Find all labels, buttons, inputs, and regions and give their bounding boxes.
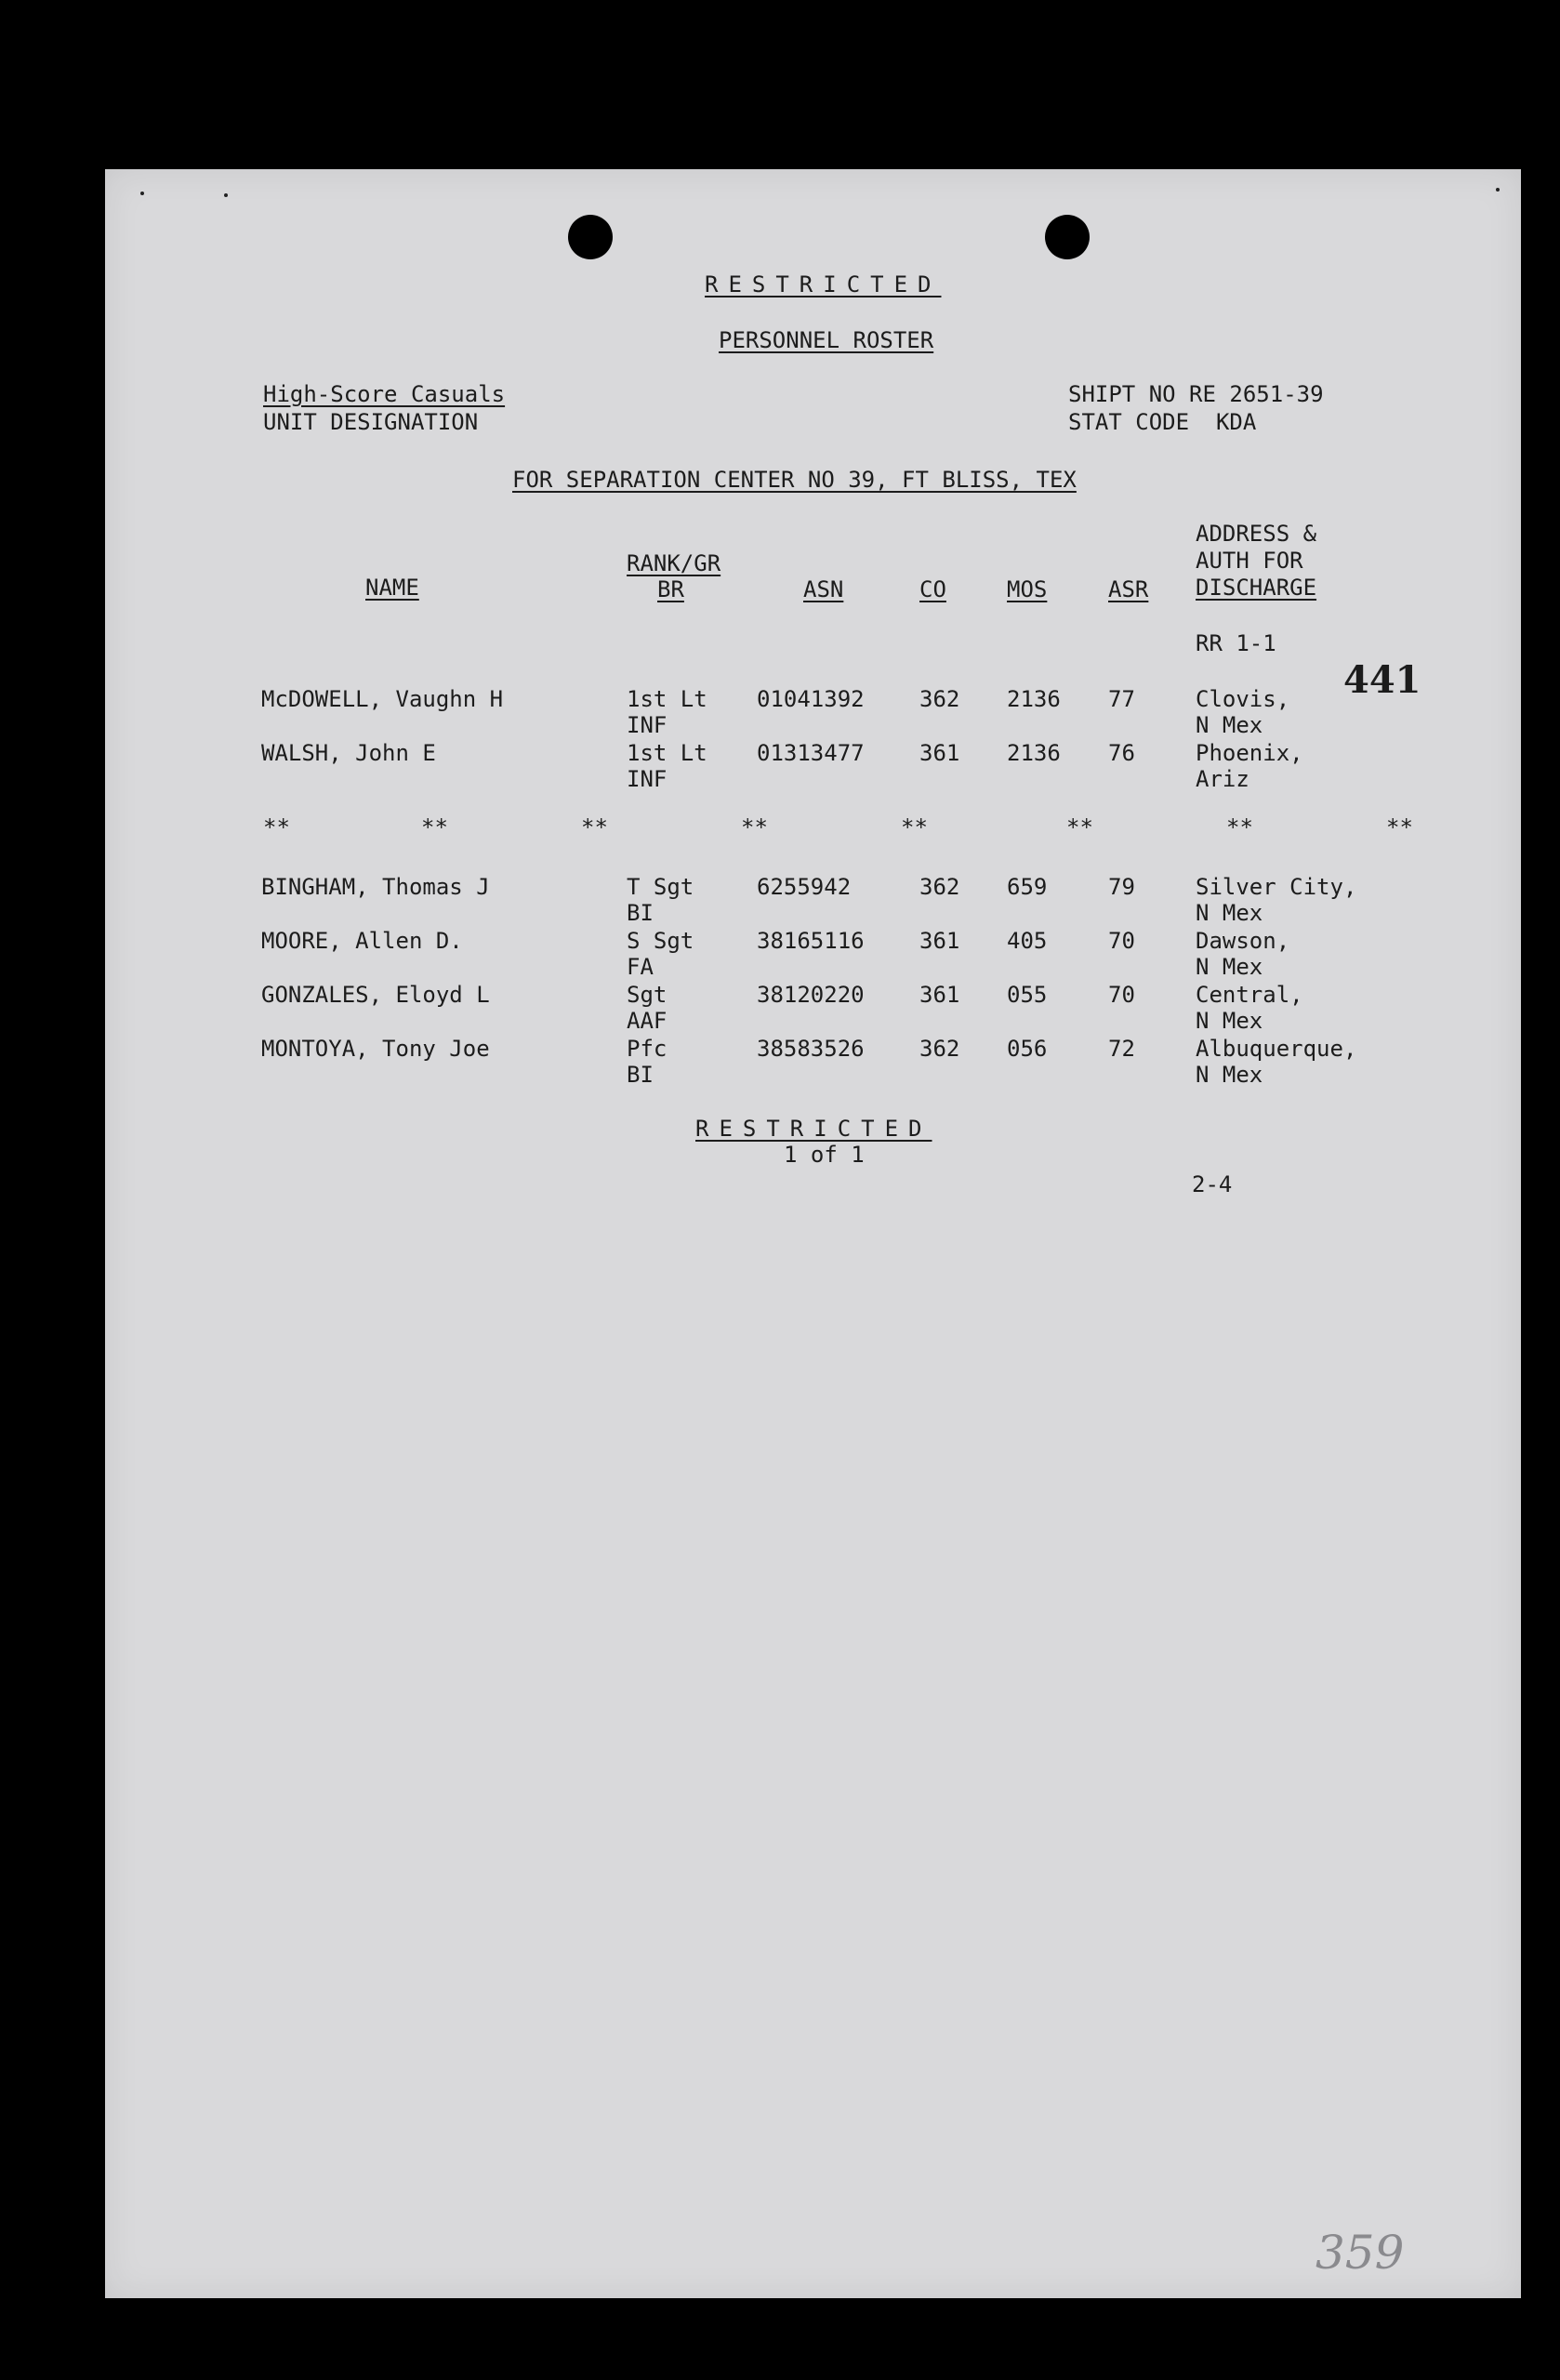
row-asr: 70 (1108, 982, 1135, 1008)
classification-footer: RESTRICTED (695, 1116, 932, 1142)
shipment-number: SHIPT NO RE 2651-39 (1068, 381, 1324, 407)
separator-mark: ** (741, 814, 768, 840)
col-address-header-3: DISCHARGE (1196, 575, 1317, 601)
row-mos: 405 (1007, 928, 1048, 954)
row-name: WALSH, John E (261, 740, 436, 766)
row-rank: Sgt (627, 982, 668, 1008)
row-asn: 01313477 (757, 740, 865, 766)
reference-number: 2-4 (1192, 1171, 1233, 1197)
paper-speck (1496, 188, 1500, 192)
row-asr: 76 (1108, 740, 1135, 766)
row-branch: AAF (627, 1008, 668, 1034)
separator-mark: ** (263, 814, 290, 840)
page-count: 1 of 1 (784, 1142, 865, 1168)
separator-mark: ** (581, 814, 608, 840)
destination: FOR SEPARATION CENTER NO 39, FT BLISS, TEX (512, 467, 1077, 493)
row-co: 361 (919, 740, 960, 766)
row-mos: 659 (1007, 874, 1048, 900)
row-address-2: N Mex (1196, 1062, 1263, 1088)
row-name: McDOWELL, Vaughn H (261, 686, 504, 712)
row-address-2: N Mex (1196, 954, 1263, 980)
separator-mark: ** (421, 814, 448, 840)
col-asn-header: ASN (803, 576, 844, 602)
separator-mark: ** (1226, 814, 1253, 840)
row-asr: 79 (1108, 874, 1135, 900)
row-address-1: Albuquerque, (1196, 1036, 1357, 1062)
col-rank-header: RANK/GR (627, 550, 721, 576)
document-title: PERSONNEL ROSTER (719, 327, 934, 353)
row-mos: 055 (1007, 982, 1048, 1008)
handwritten-page-number: 359 (1315, 2226, 1405, 2280)
row-asn: 38165116 (757, 928, 865, 954)
row-rank: 1st Lt (627, 740, 707, 766)
row-co: 361 (919, 982, 960, 1008)
row-asr: 72 (1108, 1036, 1135, 1062)
row-branch: BI (627, 900, 654, 926)
classification-header: RESTRICTED (705, 271, 942, 298)
row-name: BINGHAM, Thomas J (261, 874, 490, 900)
col-mos-header: MOS (1007, 576, 1048, 602)
stamped-number: 441 (1343, 658, 1421, 702)
row-rank: 1st Lt (627, 686, 707, 712)
row-asn: 38583526 (757, 1036, 865, 1062)
row-co: 362 (919, 1036, 960, 1062)
row-address-2: N Mex (1196, 900, 1263, 926)
row-rank: Pfc (627, 1036, 668, 1062)
authority-reference: RR 1-1 (1196, 630, 1276, 656)
unit-label: UNIT DESIGNATION (263, 409, 479, 435)
row-mos: 056 (1007, 1036, 1048, 1062)
row-address-1: Dawson, (1196, 928, 1290, 954)
col-address-header-2: AUTH FOR (1196, 548, 1303, 574)
row-co: 361 (919, 928, 960, 954)
row-address-1: Silver City, (1196, 874, 1357, 900)
row-rank: T Sgt (627, 874, 694, 900)
row-mos: 2136 (1007, 740, 1061, 766)
stat-code: STAT CODE KDA (1068, 409, 1257, 435)
row-name: GONZALES, Eloyd L (261, 982, 490, 1008)
row-co: 362 (919, 686, 960, 712)
row-asn: 6255942 (757, 874, 852, 900)
separator-mark: ** (901, 814, 928, 840)
row-asn: 38120220 (757, 982, 865, 1008)
row-branch: INF (627, 712, 668, 738)
row-asr: 70 (1108, 928, 1135, 954)
punch-hole-left (568, 215, 613, 259)
col-address-header-1: ADDRESS & (1196, 521, 1317, 547)
separator-mark: ** (1066, 814, 1093, 840)
row-address-2: N Mex (1196, 1008, 1263, 1034)
row-address-1: Phoenix, (1196, 740, 1303, 766)
col-branch-header: BR (657, 576, 684, 602)
paper-speck (224, 193, 228, 197)
separator-mark: ** (1386, 814, 1413, 840)
row-asr: 77 (1108, 686, 1135, 712)
row-address-2: N Mex (1196, 712, 1263, 738)
row-branch: BI (627, 1062, 654, 1088)
row-branch: FA (627, 954, 654, 980)
document-page (105, 169, 1521, 2298)
row-rank: S Sgt (627, 928, 694, 954)
unit-name: High-Score Casuals (263, 381, 506, 407)
row-address-1: Clovis, (1196, 686, 1290, 712)
row-mos: 2136 (1007, 686, 1061, 712)
col-asr-header: ASR (1108, 576, 1149, 602)
col-co-header: CO (919, 576, 946, 602)
paper-speck (140, 192, 144, 195)
punch-hole-right (1045, 215, 1090, 259)
col-name-header: NAME (365, 575, 419, 601)
row-asn: 01041392 (757, 686, 865, 712)
row-address-1: Central, (1196, 982, 1303, 1008)
row-name: MONTOYA, Tony Joe (261, 1036, 490, 1062)
row-address-2: Ariz (1196, 766, 1249, 792)
row-branch: INF (627, 766, 668, 792)
row-name: MOORE, Allen D. (261, 928, 463, 954)
row-co: 362 (919, 874, 960, 900)
